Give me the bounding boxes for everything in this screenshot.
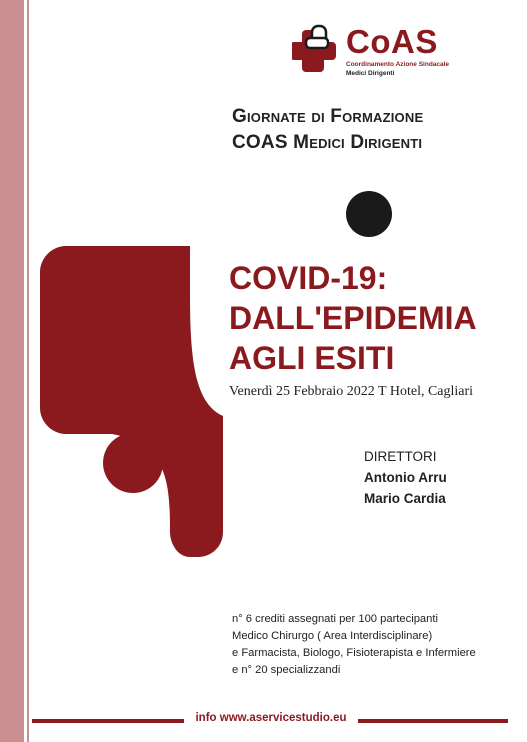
left-decorative-bar	[0, 0, 24, 742]
credits-line: n° 6 crediti assegnati per 100 partecipanti	[232, 613, 438, 625]
decorative-red-shape	[38, 244, 228, 559]
title-line-3: AGLI ESITI	[229, 340, 395, 376]
logo-name: CoAS	[346, 23, 438, 60]
credits-line: e n° 20 specializzandi	[232, 664, 341, 676]
medical-cross-icon	[292, 24, 342, 74]
credits-info	[232, 611, 522, 679]
event-date-place: Venerdì 25 Febbraio 2022 T Hotel, Cagliari	[229, 384, 474, 399]
coas-logo	[292, 24, 482, 84]
decorative-black-dot	[346, 191, 392, 237]
credits-line: Medico Chirurgo ( Area Interdisciplinare)	[232, 630, 433, 642]
credits-line: e Farmacista, Biologo, Fisioterapista e Infermiere	[232, 647, 476, 659]
event-title	[229, 258, 519, 378]
decorative-red-dot	[103, 433, 163, 493]
directors-label: DIRETTORI	[364, 449, 437, 464]
footer-info-link[interactable]: info www.aservicestudio.eu	[195, 712, 347, 724]
heading-line-2: COAS Medici Dirigenti	[232, 132, 423, 153]
logo-subtitle-2: Medici Dirigenti	[346, 70, 395, 77]
logo-subtitle: Coordinamento Azione Sindacale	[346, 61, 450, 68]
footer-rule-right	[358, 719, 508, 723]
heading-line-1: Giornate di Formazione	[232, 106, 424, 127]
directors-block	[364, 446, 447, 509]
event-series-heading	[232, 104, 512, 156]
title-line-2: DALL'EPIDEMIA	[229, 300, 477, 336]
director-name: Antonio Arru	[364, 470, 447, 485]
title-line-1: COVID-19:	[229, 260, 388, 296]
left-decorative-line	[27, 0, 29, 742]
director-name: Mario Cardia	[364, 491, 446, 506]
footer-rule-left	[32, 719, 184, 723]
